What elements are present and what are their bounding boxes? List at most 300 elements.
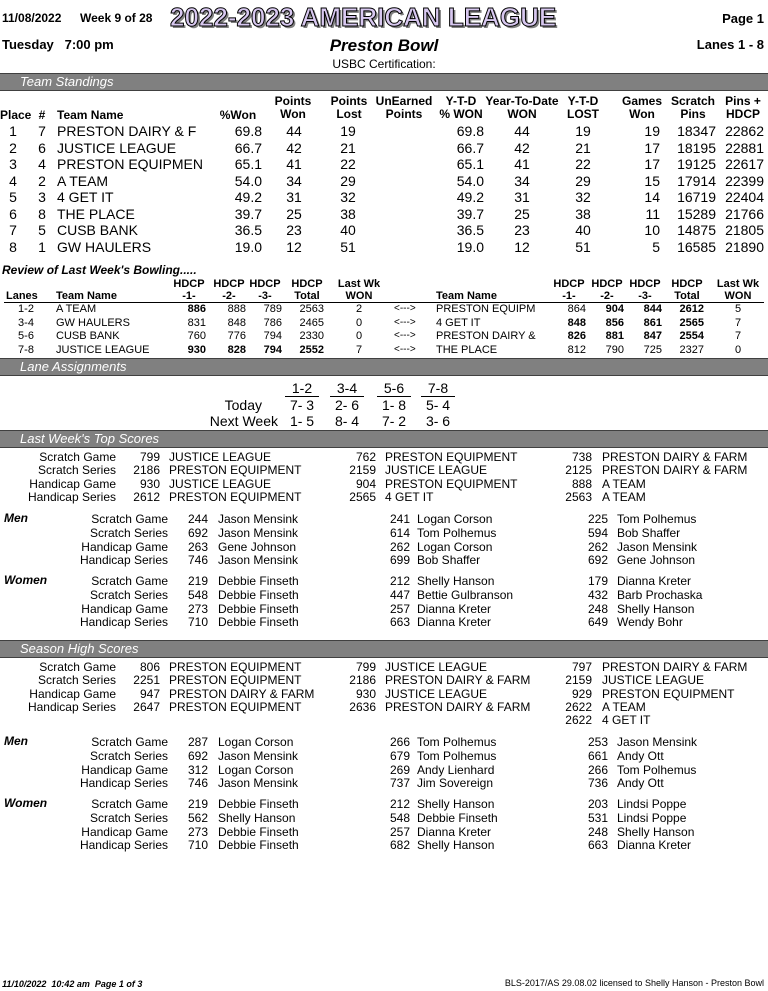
standing-games-won: 5 — [652, 238, 660, 255]
review-col-opp-total-sub: Total — [674, 290, 700, 302]
review-col-g1: HDCP — [173, 278, 205, 290]
standing-ytd-won: 44 — [514, 123, 530, 139]
bowler-name: Andy Lienhard — [417, 762, 495, 777]
gender-label: Men — [4, 511, 28, 525]
score-value: 2251 — [133, 673, 160, 688]
standing-pct-won: 49.2 — [234, 189, 262, 205]
gender-label: Men — [4, 734, 28, 748]
score-category: Scratch Series — [37, 463, 116, 478]
league-title: 2022-2023 AMERICAN LEAGUE — [170, 2, 557, 32]
standing-team-number: 6 — [38, 139, 46, 156]
score-category: Scratch Series — [89, 748, 168, 763]
col-games-won: Games Won — [621, 94, 663, 121]
standing-ytd-won: 23 — [514, 222, 530, 238]
standing-team-name: PRESTON DAIRY & F — [57, 123, 197, 139]
score-category: Handicap Series — [79, 776, 168, 791]
next-week-matchup: 3- 6 — [425, 413, 451, 429]
standing-team-name: THE PLACE — [57, 205, 135, 222]
standing-ytd-lost: 51 — [575, 238, 591, 255]
score-value: 649 — [587, 615, 608, 630]
score-category: Scratch Game — [91, 512, 168, 526]
standing-games-won: 11 — [645, 205, 660, 222]
score-category: Scratch Series — [89, 810, 168, 825]
score-value: 548 — [389, 810, 410, 825]
review-opp-score: 826 — [567, 330, 586, 342]
score-team: JUSTICE LEAGUE — [602, 673, 705, 688]
review-col-opp-team: Team Name — [436, 290, 497, 302]
review-col-opp-g3-sub: -3- — [638, 290, 652, 302]
standing-points-lost: 19 — [340, 123, 356, 139]
standing-points-won: 23 — [286, 222, 302, 238]
standing-ytd-won: 12 — [514, 238, 530, 255]
bowler-name: Debbie Finseth — [218, 838, 299, 853]
standing-place: 5 — [9, 189, 17, 205]
score-category: Scratch Game — [39, 660, 116, 674]
review-col-total-sub: Total — [294, 290, 320, 302]
review-opp-score: 861 — [643, 316, 662, 329]
review-team: CUSB BANK — [56, 330, 120, 342]
score-value: 548 — [187, 587, 208, 602]
next-week-label: Next Week — [209, 413, 278, 429]
score-category: Handicap Game — [81, 762, 168, 777]
review-opp-won: 5 — [734, 303, 742, 315]
score-team: PRESTON EQUIPMENT — [169, 699, 302, 714]
standing-points-won: 41 — [286, 156, 302, 172]
standing-points-lost: 29 — [340, 172, 356, 189]
bowler-name: Jason Mensink — [218, 776, 299, 791]
score-value: 661 — [587, 748, 608, 763]
review-col-opp-g2-sub: -2- — [600, 290, 614, 302]
review-score: 848 — [227, 316, 246, 329]
standing-ytd-won: 41 — [514, 156, 530, 172]
review-opp-won: 7 — [734, 316, 742, 329]
bowler-name: Debbie Finseth — [417, 810, 498, 825]
standing-place: 2 — [9, 139, 17, 156]
score-value: 2565 — [349, 489, 376, 504]
standing-hdcp-pins: 21805 — [725, 222, 764, 238]
review-score: 888 — [227, 303, 246, 315]
standing-ytd-pct: 65.1 — [456, 156, 484, 172]
standing-team-number: 4 — [38, 156, 46, 172]
bowler-name: Shelly Hanson — [417, 838, 495, 853]
standing-pct-won: 65.1 — [234, 156, 262, 172]
bowler-name: Lindsi Poppe — [617, 797, 687, 811]
score-value: 248 — [587, 824, 608, 839]
review-arrow: <---> — [394, 316, 416, 328]
review-opp-won: 0 — [734, 343, 742, 356]
review-score: 828 — [227, 343, 246, 356]
bowler-name: Jason Mensink — [218, 512, 299, 526]
season-high-scores-banner: Season High Scores — [0, 640, 768, 658]
review-opp-score: 864 — [567, 303, 586, 315]
score-team: A TEAM — [602, 476, 646, 491]
review-opp-score: 856 — [605, 316, 624, 329]
bowler-name: Bob Shaffer — [617, 525, 681, 540]
standing-team-number: 8 — [38, 205, 46, 222]
score-value: 799 — [355, 660, 376, 674]
bowler-name: Jim Sovereign — [417, 776, 494, 791]
bowler-name: Jason Mensink — [617, 539, 698, 554]
review-col-g1-sub: -1- — [182, 290, 196, 302]
bowler-name: Tom Polhemus — [417, 735, 497, 749]
gender-label: Women — [4, 573, 48, 587]
score-category: Scratch Series — [89, 525, 168, 540]
review-opp-score: 904 — [605, 303, 624, 315]
standing-ytd-won: 34 — [514, 172, 530, 189]
review-lanes: 3-4 — [18, 316, 34, 329]
col-hdcp-pins: Pins + HDCP — [725, 94, 761, 121]
today-label: Today — [224, 397, 262, 413]
score-team: PRESTON DAIRY & FARM — [602, 450, 748, 464]
bowler-name: Shelly Hanson — [417, 797, 495, 811]
review-col-lastwk-sub: WON — [345, 290, 373, 302]
score-value: 746 — [187, 553, 208, 568]
score-value: 262 — [587, 539, 608, 554]
score-team: PRESTON EQUIPMENT — [169, 673, 302, 688]
standing-games-won: 17 — [644, 156, 660, 172]
score-team: JUSTICE LEAGUE — [385, 686, 488, 701]
review-won: 0 — [355, 316, 363, 329]
review-lanes: 5-6 — [18, 330, 34, 342]
review-col-opp-g3: HDCP — [629, 278, 661, 290]
bowler-name: Andy Ott — [617, 776, 664, 791]
score-value: 2622 — [565, 713, 592, 728]
score-value: 287 — [187, 735, 208, 749]
score-team: PRESTON EQUIPMENT — [169, 463, 302, 478]
review-team: A TEAM — [56, 303, 97, 315]
score-category: Scratch Game — [91, 574, 168, 588]
standing-games-won: 10 — [644, 222, 660, 238]
bowler-name: Bettie Gulbranson — [417, 587, 514, 602]
score-value: 203 — [587, 797, 608, 811]
review-score: 794 — [263, 343, 282, 356]
review-opp-score: 812 — [567, 343, 586, 356]
standing-place: 3 — [9, 156, 17, 172]
lanes-range: Lanes 1 - 8 — [696, 37, 764, 52]
col-points-lost: Points Lost — [330, 94, 368, 121]
bowler-name: Tom Polhemus — [617, 512, 697, 526]
review-score: 930 — [187, 343, 206, 356]
standing-ytd-lost: 19 — [575, 123, 591, 139]
bowler-name: Jason Mensink — [218, 525, 299, 540]
review-score: 2552 — [299, 343, 324, 356]
col-place: Place — [0, 108, 32, 122]
standing-ytd-lost: 21 — [575, 139, 591, 156]
standing-ytd-pct: 39.7 — [456, 205, 484, 222]
col-scratch-pins: Scratch Pins — [670, 94, 716, 121]
standing-games-won: 15 — [644, 172, 660, 189]
review-col-opp-total: HDCP — [671, 278, 703, 290]
today-matchup: 1- 8 — [381, 397, 407, 413]
review-won: 2 — [355, 303, 363, 315]
col-ytd-won: Year-To-Date WON — [485, 94, 559, 121]
score-value: 2622 — [565, 699, 592, 714]
standing-pct-won: 19.0 — [234, 238, 262, 255]
bowler-name: Debbie Finseth — [218, 797, 299, 811]
review-opp-score: 2554 — [679, 330, 704, 342]
bowler-name: Debbie Finseth — [218, 824, 299, 839]
score-value: 253 — [587, 735, 608, 749]
standing-games-won: 17 — [644, 139, 660, 156]
bowler-name: Jason Mensink — [218, 748, 299, 763]
standing-hdcp-pins: 22881 — [725, 139, 764, 156]
score-value: 447 — [389, 587, 410, 602]
score-value: 219 — [187, 797, 208, 811]
score-team: A TEAM — [602, 489, 646, 504]
score-value: 738 — [571, 450, 592, 464]
review-lanes: 1-2 — [18, 303, 34, 315]
report-date: 11/08/2022 — [2, 11, 62, 25]
score-value: 888 — [571, 476, 592, 491]
score-value: 212 — [389, 797, 410, 811]
standing-team-name: 4 GET IT — [57, 189, 114, 205]
standing-ytd-lost: 32 — [575, 189, 591, 205]
score-value: 263 — [187, 539, 208, 554]
standing-ytd-won: 42 — [514, 139, 530, 156]
score-value: 257 — [389, 824, 410, 839]
review-col-g2-sub: -2- — [222, 290, 236, 302]
bowler-name: Debbie Finseth — [218, 574, 299, 588]
review-col-g2: HDCP — [213, 278, 245, 290]
score-value: 762 — [355, 450, 376, 464]
bowler-name: Tom Polhemus — [617, 762, 697, 777]
score-team: A TEAM — [602, 699, 646, 714]
score-team: PRESTON DAIRY & FARM — [385, 673, 531, 688]
score-team: JUSTICE LEAGUE — [385, 660, 488, 674]
review-opp-score: 790 — [605, 343, 624, 356]
score-team: PRESTON DAIRY & FARM — [169, 686, 315, 701]
score-value: 273 — [187, 601, 208, 616]
review-score: 794 — [263, 330, 282, 342]
review-col-g3: HDCP — [249, 278, 281, 290]
score-category: Handicap Series — [79, 838, 168, 853]
score-team: JUSTICE LEAGUE — [169, 450, 272, 464]
review-opp-won: 7 — [734, 330, 742, 342]
standing-points-lost: 40 — [340, 222, 356, 238]
standing-hdcp-pins: 22862 — [725, 123, 764, 139]
bowler-name: Dianna Kreter — [417, 615, 492, 630]
standing-ytd-pct: 66.7 — [456, 139, 484, 156]
standing-hdcp-pins: 22617 — [725, 156, 764, 172]
review-col-total: HDCP — [291, 278, 323, 290]
score-category: Scratch Game — [91, 797, 168, 811]
score-value: 241 — [389, 512, 410, 526]
score-value: 710 — [187, 615, 208, 630]
score-value: 2159 — [565, 673, 592, 688]
bowler-name: Lindsi Poppe — [617, 810, 687, 825]
review-score: 2330 — [299, 330, 324, 342]
score-team: PRESTON EQUIPMENT — [385, 450, 518, 464]
bowler-name: Jason Mensink — [218, 553, 299, 568]
bowler-name: Debbie Finseth — [218, 615, 299, 630]
score-value: 710 — [187, 838, 208, 853]
review-arrow: <---> — [394, 303, 416, 314]
standing-team-name: PRESTON EQUIPMEN — [57, 156, 203, 172]
bowler-name: Debbie Finseth — [218, 587, 299, 602]
standing-points-won: 34 — [286, 172, 302, 189]
bowler-name: Wendy Bohr — [617, 615, 683, 630]
standing-ytd-won: 25 — [514, 205, 530, 222]
review-col-lanes: Lanes — [6, 290, 38, 302]
bowler-name: Tom Polhemus — [417, 525, 497, 540]
review-title: Review of Last Week's Bowling..... — [2, 263, 197, 277]
standing-team-name: A TEAM — [57, 172, 109, 189]
review-arrow: <---> — [394, 343, 416, 355]
bowler-name: Gene Johnson — [218, 539, 297, 554]
bowler-name: Gene Johnson — [617, 553, 696, 568]
score-value: 262 — [389, 539, 410, 554]
page-number: Page 1 — [722, 11, 764, 26]
review-opp-score: 848 — [567, 316, 586, 329]
standing-hdcp-pins: 21890 — [725, 238, 764, 255]
standing-team-number: 3 — [38, 189, 46, 205]
score-team: 4 GET IT — [385, 489, 434, 504]
score-value: 594 — [587, 525, 608, 540]
score-value: 2159 — [349, 463, 376, 478]
review-team: JUSTICE LEAGUE — [56, 343, 150, 356]
standing-place: 1 — [9, 123, 17, 139]
bowling-center: Preston Bowl — [329, 36, 439, 55]
standing-place: 8 — [9, 238, 17, 255]
review-opp-score: 847 — [643, 330, 662, 342]
score-value: 692 — [187, 748, 208, 763]
review-col-team: Team Name — [56, 290, 117, 302]
standing-ytd-lost: 40 — [575, 222, 591, 238]
score-value: 273 — [187, 824, 208, 839]
today-matchup: 5- 4 — [425, 397, 451, 413]
review-score: 2465 — [299, 316, 324, 329]
col-num: # — [38, 108, 46, 122]
score-value: 212 — [389, 574, 410, 588]
standing-ytd-pct: 36.5 — [456, 222, 484, 238]
bowler-name: Logan Corson — [417, 539, 493, 554]
standing-games-won: 14 — [644, 189, 660, 205]
score-value: 692 — [587, 553, 608, 568]
review-opp-score: 725 — [643, 343, 662, 356]
print-timestamp: 11/10/2022 10:42 am Page 1 of 3 — [2, 979, 143, 989]
review-col-opp-g1: HDCP — [553, 278, 585, 290]
standing-ytd-pct: 19.0 — [456, 238, 484, 255]
bowler-name: Bob Shaffer — [417, 553, 481, 568]
score-value: 2647 — [133, 699, 160, 714]
standing-ytd-lost: 38 — [575, 205, 591, 222]
score-value: 562 — [187, 810, 208, 825]
score-category: Scratch Game — [39, 450, 116, 464]
score-category: Scratch Game — [91, 735, 168, 749]
score-value: 2612 — [133, 489, 160, 504]
standing-hdcp-pins: 21766 — [725, 205, 764, 222]
bowler-name: Dianna Kreter — [617, 838, 692, 853]
col-pctwon: %Won — [219, 108, 257, 122]
review-opp-team: PRESTON DAIRY & — [436, 330, 536, 342]
score-value: 219 — [187, 574, 208, 588]
usbc-certification: USBC Certification: — [332, 57, 436, 71]
lane-pair-header: 1-2 — [285, 380, 319, 397]
bowler-name: Logan Corson — [417, 512, 493, 526]
score-team: 4 GET IT — [602, 713, 651, 728]
bowler-name: Dianna Kreter — [417, 824, 492, 839]
score-value: 614 — [389, 525, 410, 540]
next-week-matchup: 1- 5 — [289, 413, 315, 429]
standing-points-won: 44 — [286, 123, 302, 139]
score-value: 266 — [389, 735, 410, 749]
score-value: 531 — [587, 810, 608, 825]
review-opp-team: PRESTON EQUIPM — [436, 303, 536, 315]
score-value: 746 — [187, 776, 208, 791]
standing-pct-won: 54.0 — [234, 172, 262, 189]
week-indicator: Week 9 of 28 — [80, 11, 153, 25]
score-category: Handicap Series — [27, 489, 116, 504]
review-opp-team: THE PLACE — [436, 343, 498, 356]
score-value: 432 — [587, 587, 608, 602]
standing-place: 4 — [9, 172, 17, 189]
score-value: 179 — [587, 574, 608, 588]
standing-scratch-pins: 17914 — [677, 172, 716, 189]
standing-team-name: CUSB BANK — [57, 222, 138, 238]
score-value: 225 — [587, 512, 608, 526]
standing-ytd-won: 31 — [514, 189, 530, 205]
score-value: 797 — [571, 660, 592, 674]
standing-hdcp-pins: 22399 — [725, 172, 764, 189]
score-team: JUSTICE LEAGUE — [169, 476, 272, 491]
bowler-name: Shelly Hanson — [417, 574, 495, 588]
review-score: 776 — [227, 330, 246, 342]
next-week-matchup: 7- 2 — [381, 413, 407, 429]
score-value: 947 — [139, 686, 160, 701]
bowler-name: Tom Polhemus — [417, 748, 497, 763]
bowler-name: Logan Corson — [218, 735, 294, 749]
standing-place: 7 — [9, 222, 17, 238]
review-opp-team: 4 GET IT — [436, 316, 481, 329]
score-value: 257 — [389, 601, 410, 616]
bowler-name: Shelly Hanson — [218, 810, 296, 825]
score-value: 930 — [139, 476, 160, 491]
standing-scratch-pins: 16719 — [677, 189, 716, 205]
today-matchup: 7- 3 — [289, 397, 315, 413]
score-value: 244 — [187, 512, 208, 526]
bowler-name: Barb Prochaska — [617, 587, 703, 602]
score-value: 269 — [389, 762, 410, 777]
score-value: 929 — [571, 686, 592, 701]
standing-points-lost: 22 — [340, 156, 356, 172]
review-col-g3-sub: -3- — [258, 290, 272, 302]
review-col-lastwk: Last Wk — [337, 278, 381, 290]
review-score: 886 — [187, 303, 206, 315]
standing-pct-won: 39.7 — [234, 205, 262, 222]
score-value: 799 — [139, 450, 160, 464]
team-standings-banner: Team Standings — [0, 73, 768, 91]
review-score: 2563 — [299, 303, 324, 315]
score-value: 806 — [139, 660, 160, 674]
score-value: 2186 — [349, 673, 376, 688]
score-team: PRESTON EQUIPMENT — [169, 489, 302, 504]
standing-hdcp-pins: 22404 — [725, 189, 764, 205]
review-score: 760 — [187, 330, 206, 342]
lane-pair-header: 5-6 — [377, 380, 411, 397]
bowler-name: Dianna Kreter — [617, 574, 692, 588]
review-col-opp-lastwk: Last Wk — [716, 278, 760, 290]
review-score: 789 — [263, 303, 282, 315]
standing-ytd-pct: 49.2 — [456, 189, 484, 205]
standing-place: 6 — [9, 205, 17, 222]
score-category: Scratch Series — [89, 587, 168, 602]
gender-label: Women — [4, 796, 48, 810]
standing-ytd-pct: 54.0 — [456, 172, 484, 189]
score-value: 663 — [587, 838, 608, 853]
next-week-matchup: 8- 4 — [334, 413, 360, 429]
score-category: Handicap Series — [79, 615, 168, 630]
license-text: BLS-2017/AS 29.08.02 licensed to Shelly Hanson - Preston Bowl — [504, 978, 764, 988]
